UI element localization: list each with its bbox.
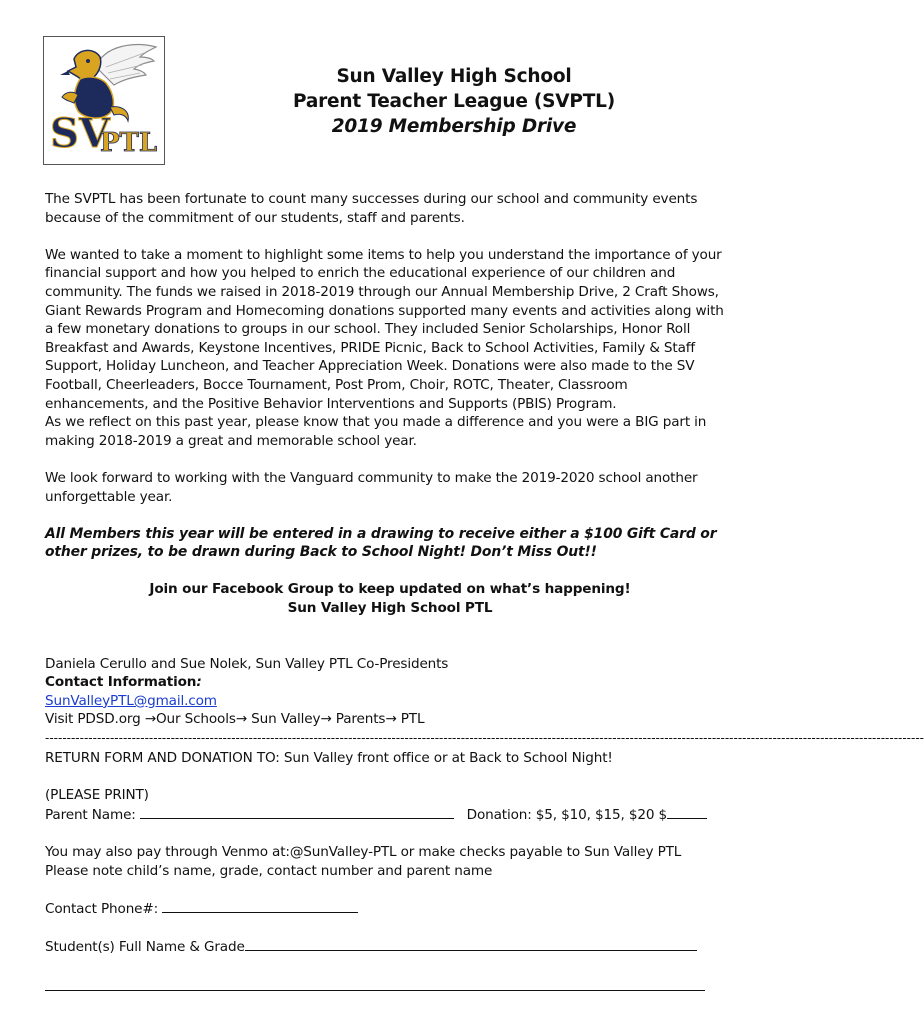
look-forward-paragraph: We look forward to working with the Vanguard community to make the 2019-2020 school another unforgettable year. (45, 469, 698, 505)
school-name-title: Sun Valley High School (336, 66, 572, 87)
contact-phone-label: Contact Phone#: (45, 900, 159, 917)
student-name-label: Student(s) Full Name & Grade (45, 938, 245, 955)
reflection-paragraph: As we reflect on this past year, please know that you made a difference and you were a BIG part in making 2018-2019 a great and memorable school year. (45, 414, 707, 449)
svptl-logo (43, 36, 165, 165)
parent-name-label: Parent Name: (45, 806, 136, 823)
contact-info-colon: : (196, 674, 202, 691)
cut-line-divider: ----------------------------------------------------------------------------------------------------------------------------------------------------------------------------------------------------------- (45, 731, 924, 746)
griffin-mascot-icon (44, 37, 164, 164)
co-presidents-line: Daniela Cerullo and Sue Nolek, Sun Valley PTL Co-Presidents (45, 655, 449, 672)
contact-info-heading (45, 673, 735, 692)
contact-phone-field[interactable] (45, 899, 735, 919)
membership-drive-title: 2019 Membership Drive (331, 116, 577, 137)
check-note: Please note child’s name, grade, contact number and parent name (45, 862, 493, 879)
logo-sv-text: SV (50, 110, 110, 157)
highlights-paragraph: We wanted to take a moment to highlight some items to help you understand the importance of your financial support and how you helped to enrich the educational experience of our children and community. The funds we raised in 2018-2019 through our Annual Membership Drive, 2 Craft Shows, Giant Rewards Program and Homecoming donations supported many events and activities along with a few monetary donations to groups in our school. They included Senior Scholarships, Honor Roll Breakfast and Awards, Keystone Incentives, PRIDE Picnic, Back to School Activities, Family & Staff Support, Holiday Luncheon, and Teacher Appreciation Week. Donations were also made to the SV Football, Cheerleaders, Bocce Tournament, Post Prom, Choir, ROTC, Theater, Classroom enhancements, and the Positive Behavior Interventions and Supports (PBIS) Program. (45, 246, 724, 412)
facebook-invite: Join our Facebook Group to keep updated on what’s happening! (149, 581, 631, 598)
logo-ptl-text: PTL (100, 128, 158, 158)
return-form-instructions: RETURN FORM AND DONATION TO: Sun Valley front office or at Back to School Night! (45, 750, 613, 767)
parent-name-blank[interactable] (140, 805, 454, 819)
parent-donation-row (45, 805, 707, 825)
website-directions: Visit PDSD.org →Our Schools→ Sun Valley→ Parents→ PTL (45, 711, 425, 728)
donation-field[interactable] (467, 805, 707, 825)
contact-phone-blank[interactable] (162, 899, 358, 913)
donation-label: Donation: $5, $10, $15, $20 $ (466, 806, 667, 823)
venmo-instructions: You may also pay through Venmo at:@SunValley-PTL or make checks payable to Sun Valley PTL (45, 844, 682, 860)
student-name-extra-line[interactable] (45, 990, 705, 991)
contact-info-label: Contact Information (45, 674, 197, 691)
donation-amount-blank[interactable] (667, 805, 707, 819)
document-header (170, 64, 738, 139)
facebook-group-name: Sun Valley High School PTL (287, 600, 493, 617)
intro-paragraph: The SVPTL has been fortunate to count many successes during our school and community events because of the commitment of our students, staff and parents. (45, 191, 698, 226)
letter-body (45, 190, 924, 957)
email-link[interactable]: SunValleyPTL@gmail.com (45, 692, 217, 709)
parent-name-field[interactable] (45, 805, 454, 825)
please-print-label: (PLEASE PRINT) (45, 787, 149, 804)
league-name-title: Parent Teacher League (SVPTL) (292, 91, 616, 112)
drawing-announcement: All Members this year will be entered in a drawing to receive either a $100 Gift Card or other prizes, to be drawn during Back to School Night! Don’t Miss Out!! (45, 525, 717, 561)
student-name-blank[interactable] (245, 937, 697, 951)
student-name-field[interactable] (45, 937, 735, 957)
